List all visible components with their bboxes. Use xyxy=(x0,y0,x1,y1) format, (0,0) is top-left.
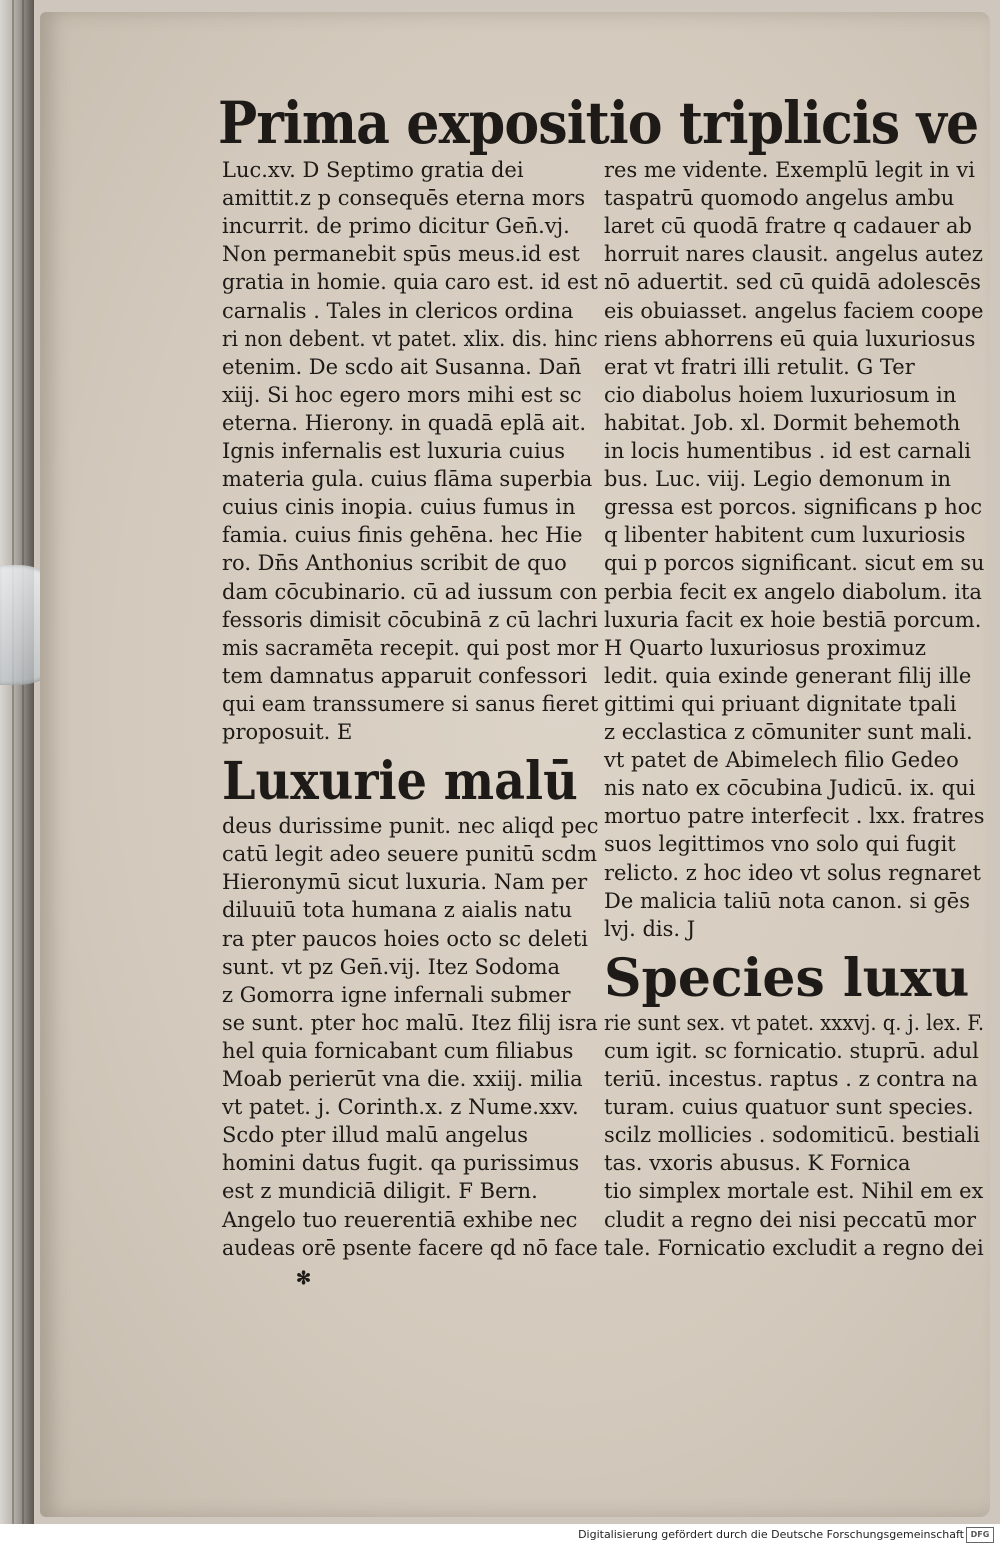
text-line: cludit a regno dei nisi peccatū mor xyxy=(604,1207,977,1232)
text-line: amittit.z p consequēs eterna mors xyxy=(222,186,586,211)
text-line: materia gula. cuius flāma superbia xyxy=(222,467,593,492)
text-line: qui p porcos significant. sicut em su xyxy=(604,551,985,576)
text-line: tio simplex mortale est. Nihil em ex xyxy=(604,1179,984,1204)
credit-bar xyxy=(0,1524,1000,1546)
text-line: eterna. Hierony. in quadā eplā ait. xyxy=(222,410,586,435)
text-line: ledit. quia exinde generant filij ille xyxy=(604,663,972,688)
text-line: famia. cuius finis gehēna. hec Hie xyxy=(222,523,583,548)
text-line: tale. Fornicatio excludit a regno dei xyxy=(604,1235,984,1260)
text-line: carnalis . Tales in clericos ordina xyxy=(222,298,574,323)
text-line: est z mundiciā diligit. F Bern. xyxy=(222,1179,538,1204)
text-line: hel quia fornicabant cum filiabus xyxy=(222,1038,574,1063)
text-line: gittimi qui priuant dignitate tpali xyxy=(604,691,957,716)
text-line: eis obuiasset. angelus faciem coope xyxy=(604,298,984,323)
text-line: vt patet. j. Corinth.x. z Nume.xxv. xyxy=(222,1095,579,1120)
text-line: audeas orē psente facere qd nō face xyxy=(222,1235,598,1260)
text-line: deus durissime punit. nec aliqd pec xyxy=(222,814,599,839)
text-line: perbia fecit ex angelo diabolum. ita xyxy=(604,579,982,604)
text-line: qui eam transsumere si sanus fieret xyxy=(222,691,599,716)
text-line: Angelo tuo reuerentiā exhibe nec xyxy=(222,1207,578,1232)
text-line: nis nato ex cōcubina Judicū. ix. qui xyxy=(604,776,976,801)
text-line: luxuria facit ex hoie bestiā porcum. xyxy=(604,607,982,632)
text-line: turam. cuius quatuor sunt species. xyxy=(604,1095,974,1120)
text-line: nō aduertit. sed cū quidā adolescēs xyxy=(604,270,981,295)
text-line: habitat. Job. xl. Dormit behemoth xyxy=(604,410,961,435)
text-line: Luc.xv. D Septimo gratia dei xyxy=(222,158,524,182)
text-line: Non permanebit spūs meus.id est xyxy=(222,242,580,267)
book-gutter xyxy=(0,0,34,1524)
text-line: Hieronymū sicut luxuria. Nam per xyxy=(222,870,588,895)
text-line: tem damnatus apparuit confessori xyxy=(222,663,588,688)
section-heading: Species luxu xyxy=(604,947,970,1009)
text-line: erat vt fratri illi retulit. G Ter xyxy=(604,354,915,379)
text-line: ri non debent. vt patet. xlix. dis. hinc xyxy=(222,326,598,351)
text-line: De malicia taliū nota canon. si gēs xyxy=(604,888,971,913)
text-line: suos legittimos vno solo qui fugit xyxy=(604,832,956,857)
text-line: ro. Dn̄s Anthonius scribit de quo xyxy=(222,551,567,576)
text-line: Ignis infernalis est luxuria cuius xyxy=(222,439,566,463)
text-line: H Quarto luxuriosus proximuz xyxy=(604,635,926,660)
text-line: dam cōcubinario. cū ad iussum con xyxy=(222,579,598,604)
text-line: scilz mollicies . sodomiticū. bestiali xyxy=(604,1123,980,1148)
text-line: cuius cinis inopia. cuius fumus in xyxy=(222,495,576,520)
text-line: se sunt. pter hoc malū. Itez filij isra xyxy=(222,1010,598,1035)
text-line: horruit nares clausit. angelus autez xyxy=(604,242,983,267)
text-line: Scdo pter illud malū angelus xyxy=(222,1123,529,1148)
text-line: mis sacramēta recepit. qui post mor xyxy=(222,635,599,660)
page-edge-line xyxy=(22,0,24,1524)
text-line: cio diabolus hoiem luxuriosum in xyxy=(604,382,957,407)
text-line: etenim. De scdo ait Susanna. Dan̄ xyxy=(222,354,582,379)
text-line: in locis humentibus . id est carnali xyxy=(604,439,971,463)
text-line: vt patet de Abimelech filio Gedeo xyxy=(604,748,959,773)
text-line: cum igit. sc fornicatio. stuprū. adul xyxy=(604,1038,979,1063)
text-line: tas. vxoris abusus. K Fornica xyxy=(604,1151,911,1176)
text-line: q libenter habitent cum luxuriosis xyxy=(604,523,966,548)
text-line: catū legit adeo seuere punitū scdm xyxy=(222,842,598,867)
text-line: fessoris dimisit cōcubinā z cū lachri xyxy=(222,607,598,632)
text-line: riens abhorrens eū quia luxuriosus xyxy=(604,326,976,351)
text-line: gressa est porcos. significans p hoc xyxy=(604,495,983,520)
text-line: Moab perierūt vna die. xxiij. milia xyxy=(222,1067,583,1091)
text-line: mortuo patre interfecit . lxx. fratres xyxy=(604,804,985,829)
text-line: incurrit. de primo dicitur Gen̄.vj. xyxy=(222,214,570,239)
text-line: teriū. incestus. raptus . z contra na xyxy=(604,1067,978,1091)
text-line: z Gomorra igne infernali submer xyxy=(222,982,571,1007)
text-line: gratia in homie. quia caro est. id est xyxy=(222,270,598,295)
page-heading: Prima expositio triplicis ve xyxy=(218,89,979,157)
text-line: res me vidente. Exemplū legit in vi xyxy=(604,158,975,182)
text-line: lvj. dis. J xyxy=(604,916,696,941)
text-line: homini datus fugit. qa purissimus xyxy=(222,1151,580,1176)
text-line: taspatrū quomodo angelus ambu xyxy=(604,186,955,211)
text-line: diluuiū tota humana z aialis natu xyxy=(222,898,573,923)
section-heading: Luxurie malū xyxy=(222,751,578,813)
footer-mark: ✻ xyxy=(296,1268,312,1289)
text-line: laret cū quodā fratre q cadauer ab xyxy=(604,214,972,239)
text-line: xiij. Si hoc egero mors mihi est sc xyxy=(222,382,582,407)
text-line: ra pter paucos hoies octo sc deleti xyxy=(222,926,588,951)
page-edge-line xyxy=(12,0,14,1524)
text-line: z ecclastica z cōmuniter sunt mali. xyxy=(604,720,973,744)
credit-text: Digitalisierung gefördert durch die Deutsche Forschungsgemeinschaft xyxy=(578,1528,964,1541)
text-line: sunt. vt pz Gen̄.vij. Itez Sodoma xyxy=(222,954,561,979)
dfg-logo: DFG xyxy=(966,1527,994,1543)
text-line: rie sunt sex. vt patet. xxxvj. q. j. lex. F. xyxy=(604,1010,985,1035)
text-line: bus. Luc. viij. Legio demonum in xyxy=(604,467,951,492)
text-line: proposuit. E xyxy=(222,720,353,744)
text-line: relicto. z hoc ideo vt solus regnaret xyxy=(604,860,981,885)
